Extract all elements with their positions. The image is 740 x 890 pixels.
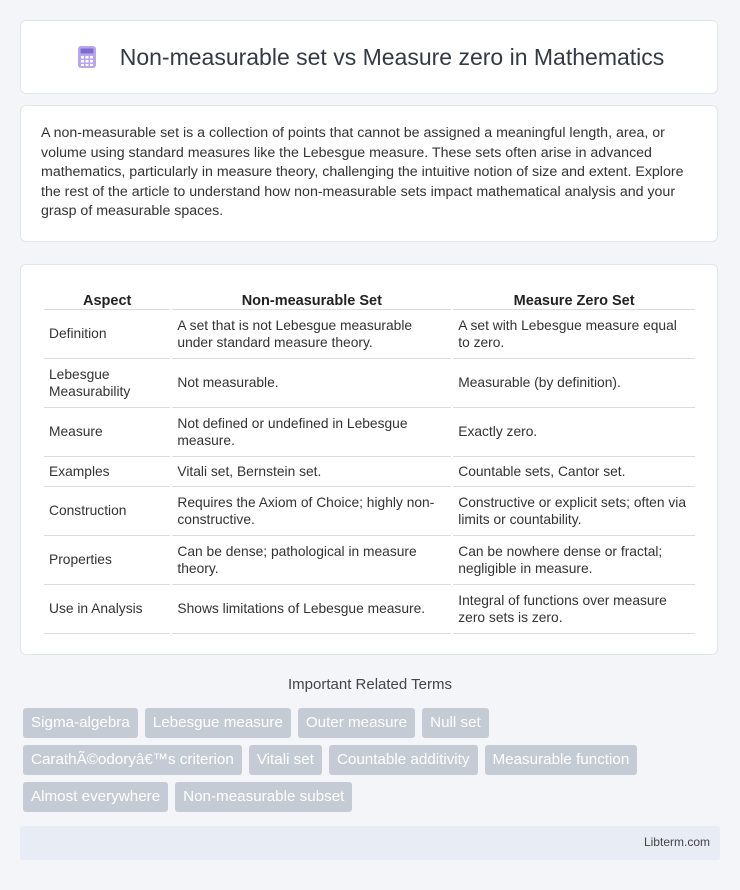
row-measure-zero: Countable sets, Cantor set.	[453, 457, 695, 487]
tag-row	[23, 782, 723, 812]
tag-sigma-algebra[interactable]: Sigma-algebra	[23, 708, 138, 738]
row-aspect: Lebesgue Measurability	[44, 359, 170, 408]
row-non-measurable: Shows limitations of Lebesgue measure.	[172, 585, 451, 634]
row-aspect: Definition	[44, 310, 170, 359]
table-row	[44, 408, 695, 457]
comparison-table	[42, 287, 697, 634]
footer-site-link[interactable]: Libterm.com	[643, 835, 710, 849]
tag-countable-additivity[interactable]: Countable additivity	[329, 745, 478, 775]
row-measure-zero: Integral of functions over measure zero sets is zero.	[453, 585, 695, 634]
page-title: Non-measurable set vs Measure zero in Mathematics	[119, 43, 665, 70]
tag-non-measurable-subset[interactable]: Non-measurable subset	[175, 782, 352, 812]
tag-row	[23, 708, 723, 738]
tag-measurable-function[interactable]: Measurable function	[485, 745, 638, 775]
row-measure-zero: Exactly zero.	[453, 408, 695, 457]
row-non-measurable: A set that is not Lebesgue measurable under standard measure theory.	[172, 310, 451, 359]
row-aspect: Construction	[44, 487, 170, 536]
intro-card	[20, 105, 718, 242]
table-row	[44, 359, 695, 408]
header-non-measurable: Non-measurable Set	[172, 287, 451, 310]
footer	[20, 826, 720, 860]
header-measure-zero: Measure Zero Set	[453, 287, 695, 310]
table-row	[44, 536, 695, 585]
row-aspect: Use in Analysis	[44, 585, 170, 634]
row-non-measurable: Requires the Axiom of Choice; highly non-constructive.	[172, 487, 451, 536]
row-non-measurable: Can be dense; pathological in measure theory.	[172, 536, 451, 585]
calculator-icon	[74, 44, 100, 70]
related-terms-list	[23, 708, 723, 819]
tag-almost-everywhere[interactable]: Almost everywhere	[23, 782, 168, 812]
row-aspect: Properties	[44, 536, 170, 585]
row-aspect: Measure	[44, 408, 170, 457]
table-header-row	[44, 287, 695, 310]
row-measure-zero: Measurable (by definition).	[453, 359, 695, 408]
related-terms-title: Important Related Terms	[288, 676, 452, 693]
table-row	[44, 457, 695, 487]
table-row	[44, 585, 695, 634]
title-card	[20, 20, 718, 94]
tag-caratheodory-criterion[interactable]: CarathÃ©odoryâ€™s criterion	[23, 745, 242, 775]
row-non-measurable: Vitali set, Bernstein set.	[172, 457, 451, 487]
row-measure-zero: Can be nowhere dense or fractal; negligible in measure.	[453, 536, 695, 585]
tag-lebesgue-measure[interactable]: Lebesgue measure	[145, 708, 291, 738]
tag-vitali-set[interactable]: Vitali set	[249, 745, 322, 775]
tag-row	[23, 745, 723, 775]
tag-outer-measure[interactable]: Outer measure	[298, 708, 415, 738]
row-non-measurable: Not measurable.	[172, 359, 451, 408]
intro-paragraph: A non-measurable set is a collection of points that cannot be assigned a meaningful length, area, or volume using standard measures like the Lebesgue measure. These sets often arise in advanced mathematics, particularly in measure theory, challenging the intuitive notion of size and extent. Explore the rest of the article to understand how non-measurable sets impact mathematical analysis and your grasp of measurable spaces.	[41, 125, 684, 220]
row-aspect: Examples	[44, 457, 170, 487]
table-row	[44, 310, 695, 359]
comparison-table-card	[20, 264, 718, 655]
tag-null-set[interactable]: Null set	[422, 708, 489, 738]
header-aspect: Aspect	[44, 287, 170, 310]
row-measure-zero: A set with Lebesgue measure equal to zero.	[453, 310, 695, 359]
row-non-measurable: Not defined or undefined in Lebesgue measure.	[172, 408, 451, 457]
table-row	[44, 487, 695, 536]
row-measure-zero: Constructive or explicit sets; often via limits or countability.	[453, 487, 695, 536]
